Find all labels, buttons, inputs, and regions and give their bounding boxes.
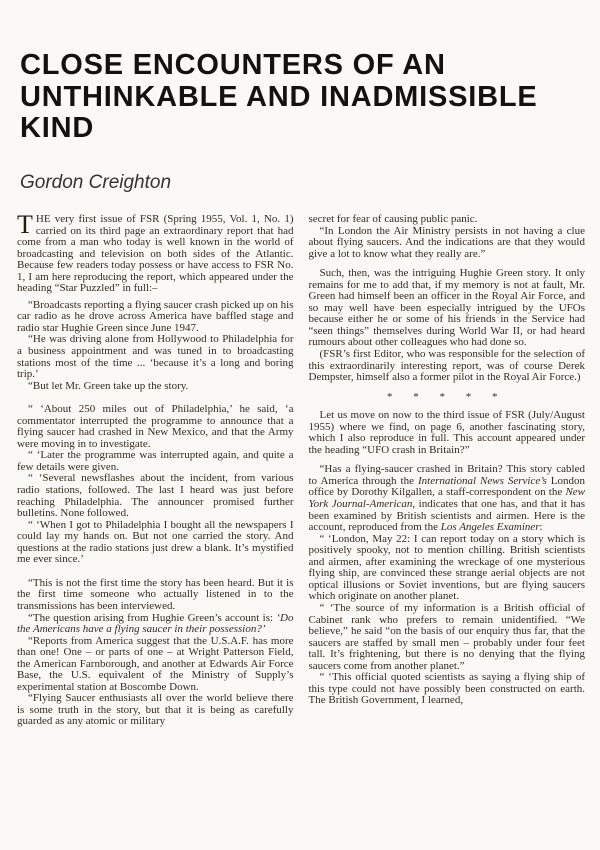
- paragraph: [309, 534, 586, 603]
- paragraph: [17, 578, 294, 613]
- paragraph: [17, 636, 294, 694]
- paragraph: [17, 473, 294, 519]
- article-title-line-2: UNTHINKABLE AND INADMISSIBLE: [20, 80, 538, 113]
- paragraph: [309, 603, 586, 672]
- text-run: “In London the Air Ministry persists in not having a clue about flying saucers. And the indications are that they would give a lot to know what they really are.”: [308, 224, 585, 260]
- section-separator: * * * * *: [387, 390, 507, 403]
- drop-cap: T: [17, 210, 33, 239]
- paragraph: [17, 520, 294, 566]
- paragraph: [17, 693, 294, 728]
- text-run: HE very first issue of FSR (Spring 1955, Vol. 1, No. 1) carried on its third page an extraordinary report that had come from a man who today is well known in the world of broadcasting and television on both sides of the Atlantic. Because few readers today possess or have access to FSR No. 1, I am here reproducing the report, which appeared under the heading “Star Puzzled” in full:–: [17, 213, 294, 295]
- left-column: [17, 210, 294, 728]
- text-run: “ ‘Several newsflashes about the incident, from various radio stations, followed. The last I heard was just before reaching Philadelphia. The announcer promised further bulletins. None followed.: [17, 472, 294, 520]
- text-run: “Reports from America suggest that the U.S.A.F. has more than one! One – or parts of one – at Wright Patterson Field, the American Farnborough, and another at Edwards Air Force Base, the U.S. equivalent of the Ministry of Supply’s experimental station at Boscombe Down.: [17, 634, 294, 693]
- article-title-line-1: CLOSE ENCOUNTERS OF AN: [20, 49, 446, 81]
- text-run: “The question arising from Hughie Green’s account is:: [28, 611, 277, 624]
- text-run: “Flying Saucer enthusiasts all over the world believe there is some truth in the story, but that it is being as carefully guarded as any atomic or military: [17, 692, 294, 728]
- text-run: “ ‘Later the programme was interrupted again, and quite a few details were given.: [17, 449, 294, 473]
- article-body: [17, 210, 586, 728]
- text-run: “This is not the first time the story has been heard. But it is the first time someone who actually listened in to the transmissions has been interviewed.: [17, 576, 294, 612]
- text-run: “ ‘When I got to Philadelphia I bought all the newspapers I could lay my hands on. But not one carried the story. And questions at the radio stations just drew a blank. It’s mystified me ever since.’: [17, 518, 294, 566]
- text-run: “ ‘About 250 miles out of Philadelphia,’ he said, ‘a commentator interrupted the programme to announce that a flying saucer had crashed in New Mexico, and that the Army were moving in to investigate.: [17, 403, 294, 450]
- text-run: “Broadcasts reporting a flying saucer crash picked up on his car radio as he drove across America have baffled stage and radio star Hughie Green since June 1947.: [17, 298, 294, 334]
- article-title: [20, 50, 592, 145]
- paragraph: [309, 349, 586, 384]
- paragraph: [17, 210, 294, 295]
- paragraph: [309, 464, 586, 533]
- italic-text-run: New York Journal-American: [308, 486, 585, 511]
- article-byline: Gordon Creighton: [20, 172, 172, 193]
- paragraph: [309, 410, 586, 456]
- italic-text-run: Los Angeles Examiner: [440, 521, 540, 534]
- paragraph: [17, 404, 294, 450]
- right-column: [309, 214, 586, 728]
- paragraph: [309, 672, 586, 707]
- text-run: “But let Mr. Green take up the story.: [28, 379, 189, 392]
- text-run: “Has a flying-saucer crashed in Britain? This story cabled to America through the: [308, 463, 585, 487]
- text-run: “ ‘This official quoted scientists as saying a flying ship of this type could not have possibly been constructed on earth. The British Government, I learned,: [308, 671, 585, 707]
- paragraph: [17, 300, 294, 335]
- text-run: “He was driving alone from Hollywood to Philadelphia for a business appointment and was tuned in to broadcasting stations most of the time ... ‘because it’s a long and boring trip.’: [17, 333, 294, 381]
- text-run: “ ‘London, May 22: I can report today on a story which is positively spooky, not to mention chilling. British scientists and airmen, after examining the wreckage of one mysterious flying ship, are convinced these strange aerial objects are not optical illusions or Soviet inventions, but are flying saucers which originate on another planet.: [308, 532, 585, 603]
- text-run: (FSR’s first Editor, who was responsible for the selection of this extraordinarily interesting report, was of course Derek Dempster, himself also a former pilot in the Royal Air Force.): [308, 348, 585, 384]
- paragraph: [17, 613, 294, 636]
- paragraph: [17, 334, 294, 380]
- article-title-line-3: KIND: [20, 112, 95, 144]
- text-run: Such, then, was the intriguing Hughie Green story. It only remains for me to add that, if my memory is not at fault, Mr. Green had himself been an officer in the Royal Air Force, and so may well have been especially intrigued by the UFOs because either he or some of his friends in the Service had “seen things” themselves during World War II, or had heard rumours about other colleagues who had done so.: [308, 267, 585, 349]
- text-run: Let us move on now to the third issue of FSR (July/August 1955) where we find, on page 6, another fascinating story, which I also reproduce in full. This account appeared under the heading “UFO crash in Britain?”: [308, 409, 585, 456]
- paragraph: [309, 226, 586, 261]
- text-run: London office by Dorothy Kilgallen, a staff-correspondent on the: [308, 474, 585, 499]
- text-run: secret for fear of causing public panic.: [308, 213, 478, 225]
- paragraph: [17, 450, 294, 473]
- paragraph: [309, 268, 586, 349]
- text-run: :: [539, 521, 543, 534]
- text-run: “ ‘The source of my information is a British official of Cabinet rank who prefers to remain unidentified. “We believe,” he said “on the basis of our enquiry thus far, that the saucers are staffed by small men – probably under four feet tall. It’s frightening, but there is no denying that the flying saucers come from another planet.”: [308, 601, 585, 672]
- text-run: , indicates that one has, and that it has been examined by British scientists and airmen. Here is the account, reproduced from the: [308, 498, 586, 534]
- italic-text-run: ‘Do the Americans have a flying saucer in their possession?’: [17, 611, 294, 636]
- paragraph: [17, 381, 294, 393]
- italic-text-run: International News Service’s: [417, 474, 547, 487]
